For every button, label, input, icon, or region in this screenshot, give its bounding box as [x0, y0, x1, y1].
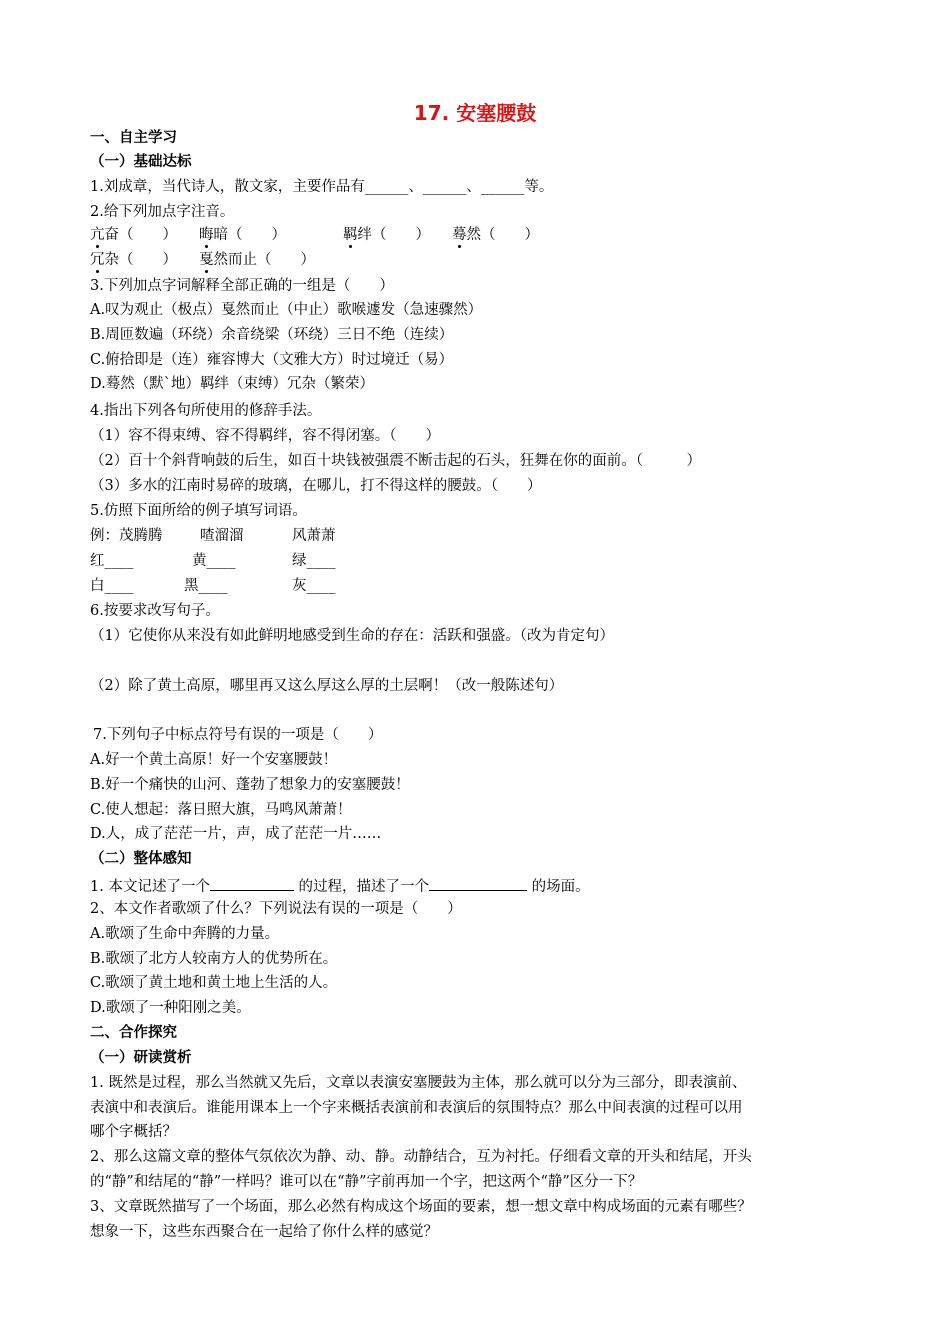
- fill-word: 白____: [90, 578, 134, 594]
- pinyin-item: 戛然而止（ ）: [199, 252, 315, 268]
- analysis-question-1-line-3: 哪个字概括？: [90, 1124, 177, 1140]
- fill-word: 灰____: [292, 578, 336, 594]
- example-word: 风萧萧: [292, 528, 336, 544]
- subsection-overall: （二）整体感知: [90, 851, 192, 867]
- overall-question-2: 2、本文作者歌颂了什么？下列说法有误的一项是（ ）: [90, 901, 462, 917]
- overall-question-1: 1. 本文记述了一个 的过程，描述了一个 的场面。: [90, 874, 590, 897]
- fill-word: 红____: [90, 553, 134, 569]
- question-3-option-b: B.周匝数遍（环绕）余音绕梁（环绕）三日不绝（连续）: [90, 327, 454, 343]
- question-7-option-c: C.使人想起：落日照大旗，马鸣风萧萧！: [90, 802, 352, 818]
- answer-blank[interactable]: [429, 874, 527, 891]
- question-3: 3.下列加点字词解释全部正确的一组是（ ）: [90, 278, 394, 294]
- subsection-analysis: （一）研读赏析: [90, 1050, 192, 1066]
- question-2: 2.给下列加点字注音。: [90, 204, 235, 220]
- question-3-option-a: A.叹为观止（极点）戛然而止（中止）歌喉遽发（急速骤然）: [90, 302, 483, 318]
- fill-word: 黄____: [192, 553, 236, 569]
- overall-question-2-option-c: C.歌颂了黄土地和黄土地上生活的人。: [90, 975, 338, 991]
- analysis-question-1-line-1: 1. 既然是过程，那么当然就又先后，文章以表演安塞腰鼓为主体，那么就可以分为三部分，即表演前、: [90, 1075, 747, 1091]
- page-title: 17. 安塞腰鼓: [413, 101, 537, 125]
- question-4-item-1: （1）容不得束缚、容不得羁绊，容不得闭塞。（ ）: [90, 428, 440, 444]
- pinyin-item: 亢奋（ ）: [90, 227, 177, 243]
- question-5: 5.仿照下面所给的例子填写词语。: [90, 503, 307, 519]
- question-7-option-b: B.好一个痛快的山河、蓬勃了想象力的安塞腰鼓！: [90, 777, 410, 793]
- analysis-question-3-line-1: 3、文章既然描写了一个场面，那么必然有构成这个场面的要素，想一想文章中构成场面的元素有哪些？: [90, 1199, 752, 1215]
- question-7: 7.下列句子中标点符号有误的一项是（ ）: [93, 727, 383, 743]
- question-7-option-a: A.好一个黄土高原！好一个安塞腰鼓！: [90, 752, 338, 768]
- pinyin-item: 蓦然（ ）: [452, 227, 539, 243]
- question-7-option-d: D.人，成了茫茫一片，声，成了茫茫一片……: [90, 826, 382, 842]
- section-cooperation: 二、合作探究: [90, 1025, 177, 1041]
- question-3-option-d: D.蓦然（默`地）羁绊（束缚）冗杂（繁荣）: [90, 376, 374, 392]
- pinyin-item: 晦暗（ ）: [199, 227, 286, 243]
- analysis-question-2-line-2: 的“静”和结尾的“静”一样吗？谁可以在“静”字前再加一个字，把这两个“静”区分一下？: [90, 1174, 643, 1190]
- example-word: 例：茂腾腾: [90, 528, 163, 544]
- pinyin-item: 冗杂（ ）: [90, 252, 177, 268]
- overall-question-2-option-b: B.歌颂了北方人较南方人的优势所在。: [90, 951, 338, 967]
- analysis-question-1-line-2: 表演中和表演后。谁能用课本上一个字来概括表演前和表演后的氛围特点？那么中间表演的过程可以用: [90, 1100, 743, 1116]
- overall-question-2-option-a: A.歌颂了生命中奔腾的力量。: [90, 926, 280, 942]
- overall-question-2-option-d: D.歌颂了一种阳刚之美。: [90, 1000, 251, 1016]
- question-6-item-1: （1）它使你从来没有如此鲜明地感受到生命的存在：活跃和强盛。（改为肯定句）: [90, 628, 614, 644]
- fill-word: 绿____: [292, 553, 336, 569]
- fill-word: 黑____: [184, 578, 228, 594]
- question-4-item-3: （3）多水的江南时易碎的玻璃，在哪儿，打不得这样的腰鼓。（ ）: [90, 478, 542, 494]
- question-6-item-2: （2）除了黄土高原，哪里再又这么厚这么厚的土层啊！（改一般陈述句）: [90, 678, 564, 694]
- example-word: 喳溜溜: [200, 528, 244, 544]
- question-4-item-2: （2）百十个斜背响鼓的后生，如百十块钱被强震不断击起的石头，狂舞在你的面前。（ ）: [90, 453, 701, 469]
- subsection-basic: （一）基础达标: [90, 154, 192, 170]
- analysis-question-3-line-2: 想象一下，这些东西聚合在一起给了你什么样的感觉？: [90, 1224, 438, 1240]
- answer-blank[interactable]: [210, 874, 294, 891]
- question-1: 1.刘成章，当代诗人，散文家，主要作品有______、______、______等。: [90, 179, 554, 195]
- question-3-option-c: C.俯拾即是（连）雍容博大（文雅大方）时过境迁（易）: [90, 352, 454, 368]
- pinyin-item: 羁绊（ ）: [343, 227, 430, 243]
- analysis-question-2-line-1: 2、那么这篇文章的整体气氛依次为静、动、静。动静结合，互为衬托。仔细看文章的开头和结尾，开头: [90, 1149, 752, 1165]
- question-4: 4.指出下列各句所使用的修辞手法。: [90, 403, 322, 419]
- question-6: 6.按要求改写句子。: [90, 603, 220, 619]
- section-self-study: 一、自主学习: [90, 130, 177, 146]
